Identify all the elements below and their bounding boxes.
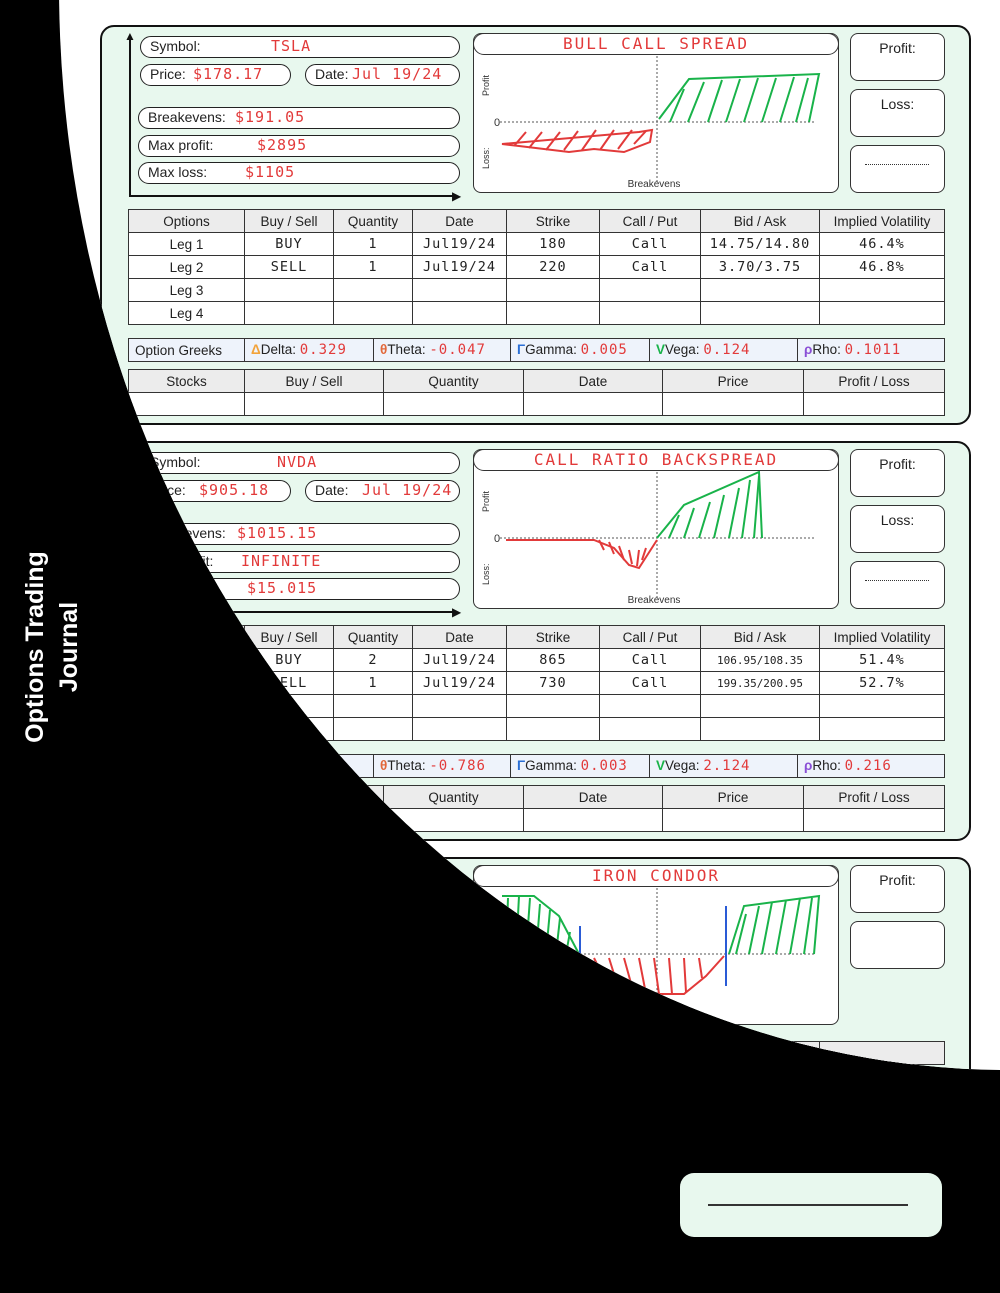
- cell-empty[interactable]: [413, 718, 507, 741]
- leg-label: Leg 2: [129, 672, 245, 695]
- breakevens-field[interactable]: [138, 107, 460, 129]
- vega-cell[interactable]: [650, 339, 798, 362]
- header-bid-ask: Bid / Ask: [701, 626, 820, 649]
- loss-box[interactable]: [850, 921, 945, 969]
- cell-empty[interactable]: [384, 393, 524, 416]
- greeks-row: [129, 755, 945, 778]
- y-axis: [129, 869, 131, 1029]
- cell-empty[interactable]: [600, 279, 701, 302]
- max-profit-label: Max profit:: [148, 137, 214, 153]
- header-call-put: Cal: [600, 1042, 701, 1065]
- theta-icon: θ: [380, 342, 388, 357]
- max-loss-field[interactable]: [138, 994, 460, 1016]
- max-profit-field[interactable]: [138, 967, 460, 989]
- cell-empty[interactable]: [600, 695, 701, 718]
- max-loss-value: $1105: [245, 163, 296, 181]
- rho-label: Rho:: [812, 758, 841, 773]
- gamma-icon: Γ: [517, 758, 526, 773]
- cell-empty[interactable]: [820, 279, 945, 302]
- x-axis: [129, 195, 457, 197]
- cell-empty[interactable]: [600, 718, 701, 741]
- header-implied-volatility: Implied Volatility: [820, 210, 945, 233]
- header-bid-ask: Bid / Ask: [701, 210, 820, 233]
- header-quantity: Quantity: [384, 370, 524, 393]
- price-value: $178.17: [193, 65, 264, 83]
- leg-label: Leg 3: [129, 279, 245, 302]
- cell-quantity[interactable]: 2: [334, 649, 413, 672]
- gamma-label: Gamma:: [525, 758, 577, 773]
- y-axis: [129, 453, 131, 613]
- breakevens-value: $177.86 - 197.15: [259, 940, 420, 958]
- vega-value: 2.124: [703, 758, 751, 774]
- table-row: [129, 672, 945, 695]
- header-profit-loss: Profit / Loss: [804, 786, 945, 809]
- strategy-title[interactable]: CALL RATIO BACKSPREAD: [473, 449, 839, 471]
- vega-cell[interactable]: [650, 755, 798, 778]
- header-buy-sell: Buy / Sell: [245, 370, 384, 393]
- date-field[interactable]: [305, 480, 460, 502]
- price-label: Price:: [150, 898, 186, 914]
- cell-iv[interactable]: 46.4%: [820, 233, 945, 256]
- legs-table: [128, 209, 945, 325]
- header-buy-sell: Buy / Sell: [245, 210, 334, 233]
- header-implied-volatility: Implied Volatility: [820, 626, 945, 649]
- cell-empty[interactable]: [245, 809, 384, 832]
- date-value: Jul 21/24: [362, 897, 453, 915]
- max-profit-field[interactable]: [138, 135, 460, 157]
- cell-empty[interactable]: [701, 695, 820, 718]
- strategy-title[interactable]: BULL CALL SPREAD: [473, 33, 839, 55]
- max-profit-value: $2895: [257, 136, 308, 154]
- table-row: [129, 302, 945, 325]
- cell-empty[interactable]: [820, 718, 945, 741]
- cell-empty[interactable]: [701, 718, 820, 741]
- payoff-chart: [473, 33, 839, 193]
- cell-empty[interactable]: [129, 809, 245, 832]
- loss-axis-label: Loss:: [481, 563, 491, 585]
- header-date: Date: [524, 786, 663, 809]
- loss-box[interactable]: [850, 505, 945, 553]
- cell-empty[interactable]: [413, 279, 507, 302]
- loss-region: [506, 540, 657, 568]
- cell-iv[interactable]: 46.8%: [820, 256, 945, 279]
- cell-call-put[interactable]: Call: [600, 649, 701, 672]
- symbol-field[interactable]: [140, 868, 460, 890]
- breakevens-value: $1015.15: [237, 524, 318, 542]
- x-axis: [129, 611, 457, 613]
- arrow-up-icon: ▲: [124, 29, 136, 43]
- rho-icon: ρ: [804, 758, 813, 773]
- symbol-field[interactable]: [140, 36, 460, 58]
- header-call-put: Call / Put: [600, 626, 701, 649]
- stocks-table: [128, 785, 945, 832]
- leg-label: Leg 1: [129, 233, 245, 256]
- date-field[interactable]: [305, 64, 460, 86]
- cell-empty[interactable]: [701, 279, 820, 302]
- legs-table: [128, 1041, 945, 1065]
- header-quantity: Quantity: [384, 786, 524, 809]
- note-box[interactable]: [850, 561, 945, 609]
- cell-buy-sell[interactable]: BUY: [245, 649, 334, 672]
- table-row: [129, 256, 945, 279]
- price-field[interactable]: [140, 896, 291, 918]
- theta-label: Theta:: [387, 758, 426, 773]
- cell-empty[interactable]: [129, 393, 245, 416]
- cell-empty[interactable]: [820, 695, 945, 718]
- rho-value: 0.216: [844, 758, 892, 774]
- symbol-value: TSLA: [271, 37, 312, 55]
- payoff-diagram: [474, 450, 837, 607]
- header-buy-sell: Buy / Sell: [245, 626, 334, 649]
- payoff-chart: [473, 449, 839, 609]
- profit-axis-label: Profit: [481, 74, 491, 96]
- cell-iv[interactable]: 52.7%: [820, 672, 945, 695]
- header-stocks: Stocks: [129, 786, 245, 809]
- x-axis: [129, 1027, 457, 1029]
- cell-buy-sell[interactable]: SELL: [245, 256, 334, 279]
- greeks-table: [128, 338, 945, 362]
- header-bid-ask: [701, 1042, 820, 1065]
- theta-icon: θ: [380, 758, 388, 773]
- cell-empty[interactable]: [524, 393, 663, 416]
- delta-cell[interactable]: [245, 339, 374, 362]
- stocks-header-row: [129, 370, 945, 393]
- header-implied-volatility: [820, 1042, 945, 1065]
- cell-empty[interactable]: [334, 279, 413, 302]
- cell-empty[interactable]: [334, 718, 413, 741]
- arrow-right-icon: ▶: [452, 189, 462, 203]
- vega-icon: V: [656, 758, 666, 773]
- cell-call-put[interactable]: Call: [600, 233, 701, 256]
- cell-bid-ask[interactable]: 199.35/200.95: [701, 672, 820, 695]
- loss-box[interactable]: [850, 89, 945, 137]
- price-value: $188.70: [199, 897, 270, 915]
- cell-quantity[interactable]: 1: [334, 672, 413, 695]
- max-profit-label: Max profit:: [148, 969, 214, 985]
- trade-card-3: [100, 857, 971, 1070]
- gamma-value: 0.003: [580, 758, 628, 774]
- cell-empty[interactable]: [663, 809, 804, 832]
- greeks-table: [128, 754, 945, 778]
- cell-empty[interactable]: [507, 302, 600, 325]
- theta-value: -0.786: [429, 758, 486, 774]
- spine-title: Options Trading Journal: [21, 551, 83, 743]
- stocks-table: [128, 369, 945, 416]
- delta-icon: Δ: [251, 758, 261, 773]
- symbol-label: Symbol:: [150, 38, 201, 54]
- vega-label: Vega:: [665, 342, 700, 357]
- max-profit-label: Max profit:: [148, 553, 214, 569]
- date-label: Date:: [315, 66, 349, 82]
- header-price: Price: [663, 370, 804, 393]
- price-label: Price:: [150, 66, 186, 82]
- strategy-title[interactable]: IRON CONDOR: [473, 865, 839, 887]
- legs-header-row: [129, 1042, 945, 1065]
- header-strike: Strike: [507, 210, 600, 233]
- delta-value: 0.329: [299, 342, 347, 358]
- header-options: Options: [129, 626, 245, 649]
- gamma-value: 0.005: [580, 342, 628, 358]
- vega-label: Vega:: [665, 758, 700, 773]
- breakevens-label: Breakevens:: [148, 525, 226, 541]
- header-profit-loss: Profit / Loss: [804, 370, 945, 393]
- cell-quantity[interactable]: 1: [334, 256, 413, 279]
- cell-strike[interactable]: 865: [507, 649, 600, 672]
- loss-box-label: Loss:: [880, 96, 915, 112]
- symbol-label: Symbol:: [150, 870, 201, 886]
- cell-empty[interactable]: [507, 695, 600, 718]
- header-date: Date: [413, 1042, 507, 1065]
- rho-cell[interactable]: [798, 755, 945, 778]
- cell-quantity[interactable]: 1: [334, 233, 413, 256]
- header-options: Options: [129, 210, 245, 233]
- gamma-icon: Γ: [517, 342, 526, 357]
- symbol-value: AMZN: [275, 869, 316, 887]
- profit-box[interactable]: [850, 449, 945, 497]
- vega-icon: V: [656, 342, 666, 357]
- leg-label: Leg 1: [129, 649, 245, 672]
- breakevens-axis-label: Breakevens: [627, 1011, 681, 1022]
- stocks-header-row: [129, 786, 945, 809]
- table-row: [129, 279, 945, 302]
- profit-box[interactable]: [850, 33, 945, 81]
- vega-value: 0.124: [703, 342, 751, 358]
- breakevens-value: $191.05: [235, 108, 306, 126]
- cell-empty[interactable]: [245, 393, 384, 416]
- max-profit-value: $535.50: [273, 968, 344, 986]
- cell-empty[interactable]: [413, 302, 507, 325]
- profit-axis-label: Profit: [481, 490, 491, 512]
- greeks-title: Option Greeks: [129, 339, 245, 362]
- dotted-line: [865, 580, 929, 581]
- trade-card-1: [100, 25, 971, 425]
- payoff-diagram: [474, 866, 837, 1023]
- cell-empty[interactable]: [384, 809, 524, 832]
- header-quantity: Quantity: [334, 210, 413, 233]
- header-strike: Strike: [507, 626, 600, 649]
- max-loss-field[interactable]: [138, 162, 460, 184]
- leg-label: Leg 3: [129, 695, 245, 718]
- cell-empty[interactable]: [524, 809, 663, 832]
- leg-label: Leg 4: [129, 302, 245, 325]
- max-loss-value: $15.015: [247, 579, 318, 597]
- table-row: [129, 649, 945, 672]
- max-profit-field[interactable]: [138, 551, 460, 573]
- left-profit-hatching: [506, 896, 570, 954]
- arrow-up-icon: ▲: [124, 861, 136, 875]
- delta-value: 0.372: [299, 758, 347, 774]
- greeks-row: [129, 339, 945, 362]
- cell-strike[interactable]: 180: [507, 233, 600, 256]
- journal-page: [59, 0, 1000, 1070]
- delta-cell[interactable]: [245, 755, 374, 778]
- arrow-right-icon: ▶: [452, 605, 462, 619]
- gamma-cell[interactable]: [511, 755, 650, 778]
- cell-bid-ask[interactable]: 106.95/108.35: [701, 649, 820, 672]
- loss-hatching: [594, 958, 702, 994]
- delta-label: Delta:: [260, 758, 296, 773]
- cell-buy-sell[interactable]: BUY: [245, 233, 334, 256]
- breakevens-label: Breakevens:: [148, 109, 226, 125]
- header-strike: Strike: [507, 1042, 600, 1065]
- page-number-line: [708, 1204, 908, 1206]
- legs-header-row: [129, 626, 945, 649]
- arrow-right-icon: ▶: [452, 1021, 462, 1035]
- rho-icon: ρ: [804, 342, 813, 357]
- rho-cell[interactable]: [798, 339, 945, 362]
- loss-box-label: Loss:: [880, 512, 915, 528]
- page-number-tab: [680, 1173, 942, 1237]
- leg-label: Leg 4: [129, 718, 245, 741]
- note-box[interactable]: [850, 145, 945, 193]
- dotted-line: [865, 164, 929, 165]
- date-value: Jul 19/24: [362, 481, 453, 499]
- breakevens-axis-label: Breakevens: [627, 179, 681, 190]
- table-row: [129, 809, 945, 832]
- zero-label: 0: [494, 533, 501, 545]
- greeks-title: Option Greeks: [129, 755, 245, 778]
- cell-empty[interactable]: [507, 718, 600, 741]
- cell-date[interactable]: Jul19/24: [413, 649, 507, 672]
- rho-value: 0.1011: [844, 342, 902, 358]
- gamma-cell[interactable]: [511, 339, 650, 362]
- price-label: Price:: [150, 482, 186, 498]
- cell-empty[interactable]: [245, 279, 334, 302]
- header-buy-sell: Buy / Sell: [245, 786, 384, 809]
- delta-label: Delta:: [260, 342, 296, 357]
- price-value: $905.18: [199, 481, 270, 499]
- symbol-field[interactable]: [140, 452, 460, 474]
- header-buy-sell: ll: [245, 1042, 334, 1065]
- cell-call-put[interactable]: Call: [600, 672, 701, 695]
- trade-card-2: [100, 441, 971, 841]
- cell-bid-ask[interactable]: 14.75/14.80: [701, 233, 820, 256]
- table-row: [129, 718, 945, 741]
- payoff-diagram: [474, 34, 837, 191]
- header-call-put: Call / Put: [600, 210, 701, 233]
- table-row: [129, 393, 945, 416]
- profit-hatching: [670, 77, 808, 122]
- cell-date[interactable]: Jul19/24: [413, 233, 507, 256]
- header-date: Date: [413, 210, 507, 233]
- cell-empty[interactable]: [820, 302, 945, 325]
- payoff-chart: [473, 865, 839, 1025]
- breakevens-field[interactable]: [138, 523, 460, 545]
- legs-header-row: [129, 210, 945, 233]
- delta-icon: Δ: [251, 342, 261, 357]
- cell-buy-sell[interactable]: SELL: [245, 672, 334, 695]
- cell-empty[interactable]: [804, 809, 945, 832]
- header-quantity: Quantity: [334, 626, 413, 649]
- max-loss-field[interactable]: [138, 578, 460, 600]
- cell-strike[interactable]: 730: [507, 672, 600, 695]
- max-loss-value: $714.50: [247, 995, 318, 1013]
- gamma-label: Gamma:: [525, 342, 577, 357]
- zero-label: 0: [494, 949, 501, 961]
- leg-label: Leg 2: [129, 256, 245, 279]
- max-loss-label: ss:: [199, 996, 217, 1012]
- cell-bid-ask[interactable]: 3.70/3.75: [701, 256, 820, 279]
- legs-table: [128, 625, 945, 741]
- rho-label: Rho:: [812, 342, 841, 357]
- date-value: Jul 19/24: [352, 65, 443, 83]
- cell-empty[interactable]: [804, 393, 945, 416]
- table-row: [129, 695, 945, 718]
- header-date: Date: [524, 370, 663, 393]
- breakevens-field[interactable]: [138, 939, 460, 961]
- profit-box-label: Profit:: [879, 456, 916, 472]
- max-loss-label: Max loss:: [148, 164, 208, 180]
- profit-axis-label: Profit: [481, 906, 491, 928]
- breakevens-axis-label: Breakevens: [627, 595, 681, 606]
- cell-call-put[interactable]: Call: [600, 256, 701, 279]
- price-field[interactable]: [140, 64, 291, 86]
- date-label: Date:: [315, 482, 349, 498]
- header-quantity: Quantity: [334, 1042, 413, 1065]
- zero-label: 0: [494, 117, 501, 129]
- loss-axis-label: Loss:: [481, 979, 491, 1001]
- y-axis: [129, 37, 131, 197]
- cell-empty[interactable]: [701, 302, 820, 325]
- date-field[interactable]: [305, 896, 460, 918]
- header-stocks: Stocks: [129, 370, 245, 393]
- profit-box-label: Profit:: [879, 872, 916, 888]
- cell-empty[interactable]: [245, 302, 334, 325]
- cell-empty[interactable]: [600, 302, 701, 325]
- cell-date[interactable]: Jul19/24: [413, 256, 507, 279]
- cell-empty[interactable]: [334, 302, 413, 325]
- header-options: [129, 1042, 245, 1065]
- theta-cell[interactable]: [374, 755, 511, 778]
- cell-strike[interactable]: 220: [507, 256, 600, 279]
- cell-empty[interactable]: [245, 695, 334, 718]
- cell-empty[interactable]: [507, 279, 600, 302]
- max-loss-label: Max loss:: [148, 580, 208, 596]
- max-profit-value: INFINITE: [241, 552, 322, 570]
- cell-empty[interactable]: [334, 695, 413, 718]
- symbol-value: NVDA: [277, 453, 318, 471]
- theta-cell[interactable]: [374, 339, 511, 362]
- cell-date[interactable]: Jul19/24: [413, 672, 507, 695]
- table-row: [129, 233, 945, 256]
- theta-label: Theta:: [387, 342, 426, 357]
- cell-empty[interactable]: [245, 718, 334, 741]
- header-date: Date: [413, 626, 507, 649]
- date-label: Date:: [315, 898, 349, 914]
- cell-iv[interactable]: 51.4%: [820, 649, 945, 672]
- price-field[interactable]: [140, 480, 291, 502]
- loss-axis-label: Loss:: [481, 147, 491, 169]
- arrow-up-icon: ▲: [124, 445, 136, 459]
- header-price: Price: [663, 786, 804, 809]
- symbol-label: Symbol:: [150, 454, 201, 470]
- profit-box-label: Profit:: [879, 40, 916, 56]
- cell-empty[interactable]: [663, 393, 804, 416]
- profit-box[interactable]: [850, 865, 945, 913]
- breakevens-label: Breakevens:: [148, 941, 226, 957]
- theta-value: -0.047: [429, 342, 486, 358]
- cell-empty[interactable]: [413, 695, 507, 718]
